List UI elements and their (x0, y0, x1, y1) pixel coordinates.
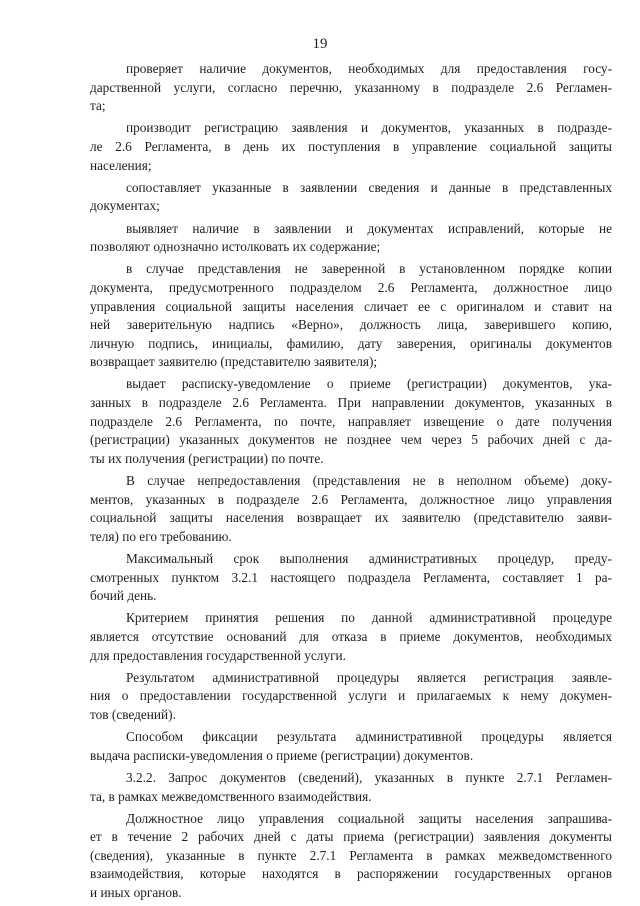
text-line: бочий день. (90, 588, 157, 604)
text-line: личную подпись, инициалы, фамилию, дату заверения, оригиналы документов (90, 335, 612, 351)
text-line: Должностное лицо управления социальной защиты населения запрашива- (126, 810, 612, 826)
text-line: Критерием принятия решения по данной административной процедуре (126, 610, 612, 626)
text-line: и иных органов. (90, 885, 182, 901)
paragraph (90, 375, 612, 468)
text-line: дарственной услуги, согласно перечню, указанному в подразделе 2.6 Регламен- (90, 79, 612, 95)
paragraph (90, 669, 612, 725)
paragraph (90, 220, 612, 257)
paragraph (90, 60, 612, 116)
text-line: является отсутствие оснований для отказа в приеме документов, необходимых (90, 628, 612, 644)
text-line: населения; (90, 157, 152, 173)
text-line: Максимальный срок выполнения административных процедур, преду- (126, 551, 612, 566)
text-line: выдача расписки-уведомления о приеме (регистрации) документов. (90, 747, 474, 763)
text-line: управления социальной защиты населения сличает ее с оригиналом и ставит на (90, 298, 612, 314)
paragraph (90, 609, 612, 665)
text-line: производит регистрацию заявления и документов, указанных в подразде- (126, 120, 612, 136)
paragraph (90, 769, 612, 806)
paragraph (90, 179, 612, 216)
text-line: ментов, указанных в подразделе 2.6 Регламента, должностное лицо управления (90, 491, 612, 507)
text-line: ния о предоставлении государственной услуги и прилагаемых к нему докумен- (90, 688, 612, 704)
text-line: позволяют однозначно истолковать их содержание; (90, 239, 381, 255)
paragraph (90, 728, 612, 765)
text-line: возвращает заявителю (представителю заявителя); (90, 354, 378, 370)
paragraph (90, 260, 612, 372)
text-line: выдает расписку-уведомление о приеме (регистрации) документов, ука- (126, 376, 612, 392)
text-line: для предоставления государственной услуги. (90, 647, 346, 663)
text-line: теля) по его требованию. (90, 528, 232, 544)
text-line: (регистрации) указанных документов не позднее чем через 5 рабочих дней с да- (90, 432, 612, 448)
text-line: (сведения), указанные в пункте 2.7.1 Регламента в рамках межведомственного (90, 847, 612, 863)
text-line: ней заверительную надпись «Верно», должность лица, заверившего копию, (90, 317, 612, 333)
text-line: социальной защиты населения возвращает их заявителю (представителю заяви- (90, 510, 612, 526)
document-body (90, 60, 612, 906)
page-number: 19 (312, 36, 328, 52)
text-line: проверяет наличие документов, необходимых для предоставления госу- (126, 61, 612, 76)
text-line: 3.2.2. Запрос документов (сведений), указанных в пункте 2.7.1 Регламен- (126, 769, 612, 785)
text-line: та, в рамках межведомственного взаимодействия. (90, 788, 372, 804)
text-line: Способом фиксации результата административной процедуры является (126, 729, 612, 745)
text-line: смотренных пунктом 3.2.1 настоящего подраздела Регламента, составляет 1 ра- (90, 569, 612, 585)
text-line: та; (90, 98, 106, 114)
text-line: ле 2.6 Регламента, в день их поступления в управление социальной защиты (90, 138, 612, 154)
text-line: подразделе 2.6 Регламента, по почте, направляет извещение о дате получения (90, 413, 612, 429)
text-line: сопоставляет указанные в заявлении сведения и данные в представленных (126, 179, 612, 195)
text-line: В случае непредоставления (представления не в неполном объеме) доку- (126, 473, 612, 489)
paragraph (90, 810, 612, 903)
paragraph (90, 550, 612, 606)
text-line: документа, предусмотренного подразделом 2.6 Регламента, должностное лицо (90, 279, 612, 295)
text-line: в случае представления не заверенной в установленном порядке копии (126, 261, 612, 277)
paragraph (90, 119, 612, 175)
text-line: документах; (90, 198, 160, 214)
text-line: занных в подразделе 2.6 Регламента. При направлении документов, указанных в (90, 395, 612, 411)
text-line: Результатом административной процедуры является регистрация заявле- (126, 669, 612, 685)
paragraph (90, 472, 612, 546)
text-line: взаимодействия, которые находятся в распоряжении государственных органов (90, 866, 612, 882)
text-line: тов (сведений). (90, 706, 176, 722)
text-line: выявляет наличие в заявлении и документах исправлений, которые не (126, 220, 612, 236)
text-line: ет в течение 2 рабочих дней с даты приема (регистрации) заявления документы (90, 829, 612, 845)
text-line: ты их получения (регистрации) по почте. (90, 450, 324, 466)
